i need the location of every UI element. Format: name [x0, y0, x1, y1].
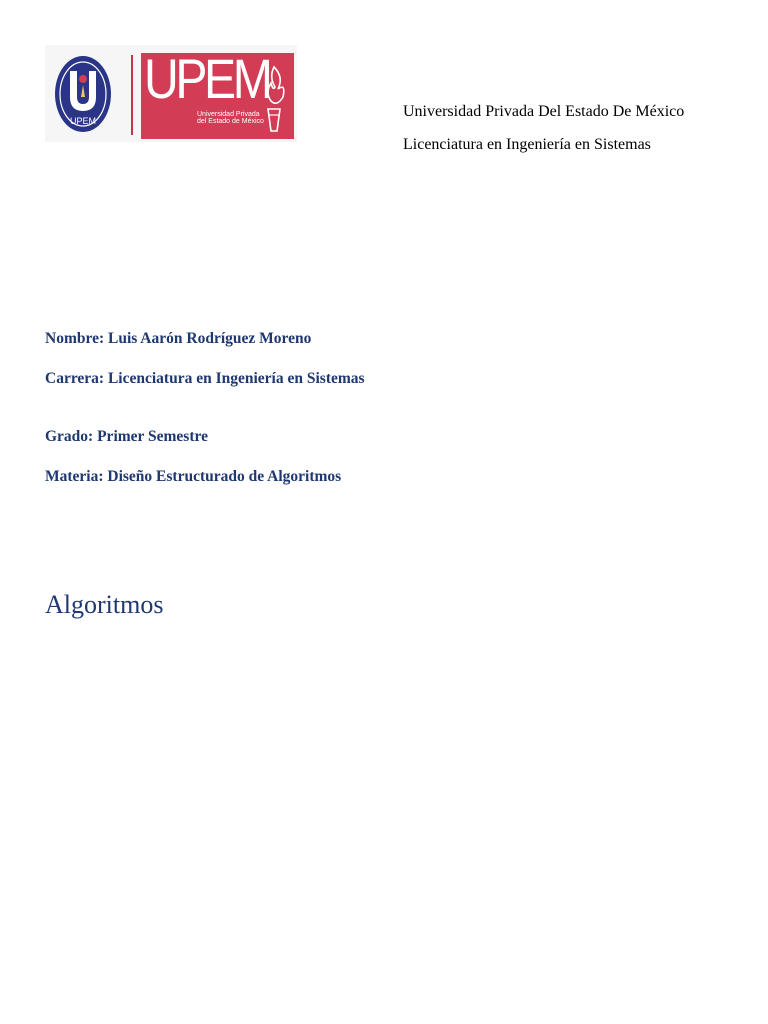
student-name: Nombre: Luis Aarón Rodríguez Moreno: [45, 330, 312, 347]
logo-divider: [131, 55, 133, 135]
logo-wordmark: UPEM: [144, 53, 270, 110]
logo-wordmark-block: [141, 53, 294, 139]
student-subject: Materia: Diseño Estructurado de Algoritmos: [45, 468, 342, 485]
upem-logo: [45, 45, 297, 142]
student-grade: Grado: Primer Semestre: [45, 428, 208, 445]
document-title: Algoritmos: [45, 590, 164, 619]
torch-icon: [259, 63, 289, 135]
degree-program: Licenciatura en Ingeniería en Sistemas: [403, 136, 651, 153]
student-career: Carrera: Licenciatura en Ingeniería en Sistemas: [45, 370, 365, 387]
seal-text: UPEM: [69, 116, 97, 126]
upem-seal-icon: [53, 53, 113, 135]
logo-wordmark-sub: Universidad Privada del Estado de México: [197, 111, 264, 126]
university-name: Universidad Privada Del Estado De México: [403, 103, 685, 120]
